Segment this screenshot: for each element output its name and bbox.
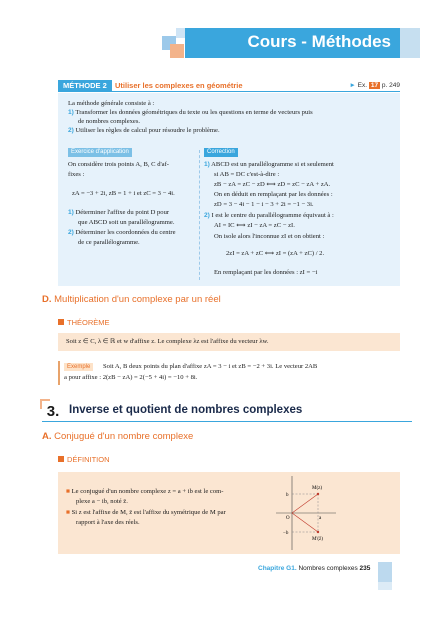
vector-om [292, 494, 318, 513]
exercise-question-1-cont: que ABCD soit un parallélogramme. [78, 219, 175, 226]
label-origin: O [286, 516, 290, 521]
exercise-question-2: 2) Déterminer les coordonnées du centre [68, 229, 176, 236]
correction-line: si AB = DC c'est-à-dire : [214, 171, 280, 178]
theorem-label-text: THÉORÈME [67, 318, 110, 327]
definition-text: rapport à l'axe des réels. [76, 519, 140, 526]
method-step-2: 2) Utiliser les règles de calcul pour résoudre le problème. [68, 127, 220, 134]
method-step-1-cont: de nombres complexes. [78, 118, 141, 125]
footer-chapter: Chapitre G1. [258, 565, 297, 572]
exercise-prefix: Ex. [357, 82, 368, 89]
exercise-question-1-text: Déterminer l'affixe du point D pour [75, 209, 170, 216]
correction-line: zD = 3 − 4i − 1 − i − 3 + 2i = −1 − 3i. [214, 201, 314, 208]
method-step-1: 1) Transformer les données géométriques du texte ou les questions en terme de vecteurs puis [68, 109, 313, 116]
footer [258, 565, 370, 572]
correction-line: AI = IC ⟺ zI − zA = zC − zI. [214, 222, 295, 229]
conjugate-figure [272, 474, 342, 552]
correction-line: On isole alors l'inconnue zI et on obtient : [214, 233, 325, 240]
definition-text: plexe a − ib, noté z̄. [76, 498, 128, 505]
method-title: Utiliser les complexes en géométrie [115, 81, 243, 90]
section-rule [42, 421, 412, 422]
page-number: 235 [359, 565, 371, 572]
square-bullet-icon [58, 456, 64, 462]
correction-tag: Correction [204, 148, 238, 157]
exercise-page: p. 249 [381, 82, 400, 89]
exercise-line: On considère trois points A, B, C d'af- [68, 161, 169, 168]
section-a-heading [42, 431, 193, 442]
exercise-tag: Exercice d'application [68, 148, 132, 157]
label-b: b [286, 493, 289, 498]
section-d-letter: D. [42, 294, 52, 305]
footer-topic: Nombres complexes [298, 565, 358, 572]
example-tag: Exemple [64, 363, 93, 371]
arrow-right-icon: ► [349, 82, 356, 89]
definition-text: Le conjugué d'un nombre complexe z = a + ib est le com- [71, 488, 224, 495]
label-m-prime: M'(z̄) [312, 537, 323, 542]
correction-2: 2) I est le centre du parallélogramme équivaut à : [204, 212, 334, 219]
example-line: Soit A, B deux points du plan d'affixe zA = 3 − i et zB = −2 + 3i. Le vecteur 2AB [103, 363, 318, 370]
theorem-text: Soit z ∈ C, λ ∈ ℝ et w d'affixe z. Le complexe λz est l'affixe du vecteur λw. [66, 338, 269, 345]
definition-text: Si z est l'affixe de M, z̄ est l'affixe du symétrique de M par [71, 509, 226, 516]
footer-decoration [378, 562, 392, 582]
header-decoration [170, 44, 184, 58]
correction-formula: 2zI = zA + zC ⟺ zI = (zA + zC) / 2. [226, 250, 325, 257]
exercise-question-1: 1) Déterminer l'affixe du point D pour [68, 209, 170, 216]
definition-bullet-1: ■ Le conjugué d'un nombre complexe z = a + ib est le com- [66, 488, 224, 495]
exercise-reference[interactable] [349, 80, 400, 91]
method-step-1-text: Transformer les données géométriques du texte ou les questions en terme de vecteurs puis [75, 109, 313, 116]
method-step-2-text: Utiliser les règles de calcul pour résoudre le problème. [75, 127, 220, 134]
exercise-line: fixes : [68, 171, 85, 178]
method-tag: MÉTHODE 2 [58, 80, 112, 91]
correction-1: 1) ABCD est un parallélogramme si et seulement [204, 161, 334, 168]
exercise-affixes: zA = −3 + 2i, zB = 1 + i et zC = 3 − 4i. [72, 190, 175, 197]
exercise-question-2-cont: de ce parallélogramme. [78, 239, 140, 246]
correction-result: En remplaçant par les données : zI = −i [214, 269, 318, 276]
section-3-title: Inverse et quotient de nombres complexes [69, 404, 303, 416]
correction-line: On en déduit en remplaçant par les données : [214, 191, 333, 198]
label-a: a [319, 516, 322, 521]
definition-bullet-2: ■ Si z est l'affixe de M, z̄ est l'affixe du symétrique de M par [66, 509, 226, 516]
point-m [317, 493, 319, 495]
footer-decoration [378, 582, 392, 590]
square-bullet-icon [58, 319, 64, 325]
correction-line: ABCD est un parallélogramme si et seulement [211, 161, 334, 168]
section-a-title: Conjugué d'un nombre complexe [54, 431, 194, 442]
exercise-question-2-text: Déterminer les coordonnées du centre [75, 229, 176, 236]
theorem-label [58, 318, 110, 327]
section-a-letter: A. [42, 431, 52, 442]
method-bar [58, 80, 400, 92]
correction-line: zB − zA = zC − zD ⟺ zD = zC − zA + zA. [214, 181, 331, 188]
column-divider [199, 150, 200, 280]
point-m-prime [317, 531, 319, 533]
header-side-tab [400, 28, 420, 58]
section-d-title: Multiplication d'un complexe par un réel [54, 294, 221, 305]
definition-label-text: DÉFINITION [67, 455, 110, 464]
example-line: a pour affixe : 2(zB − zA) = 2(−5 + 4i) = −10 + 8i. [64, 374, 198, 381]
section-3-number: 3. [42, 401, 64, 423]
method-intro: La méthode générale consiste à : [68, 100, 155, 107]
correction-line: I est le centre du parallélogramme équivaut à : [211, 212, 334, 219]
exercise-number: 17 [370, 82, 379, 89]
definition-label [58, 455, 110, 464]
label-m: M(z) [312, 486, 322, 491]
section-d-heading [42, 294, 221, 305]
label-minus-b: −b [283, 531, 289, 536]
vector-om-prime [292, 513, 318, 532]
page-title: Cours - Méthodes [247, 32, 391, 51]
